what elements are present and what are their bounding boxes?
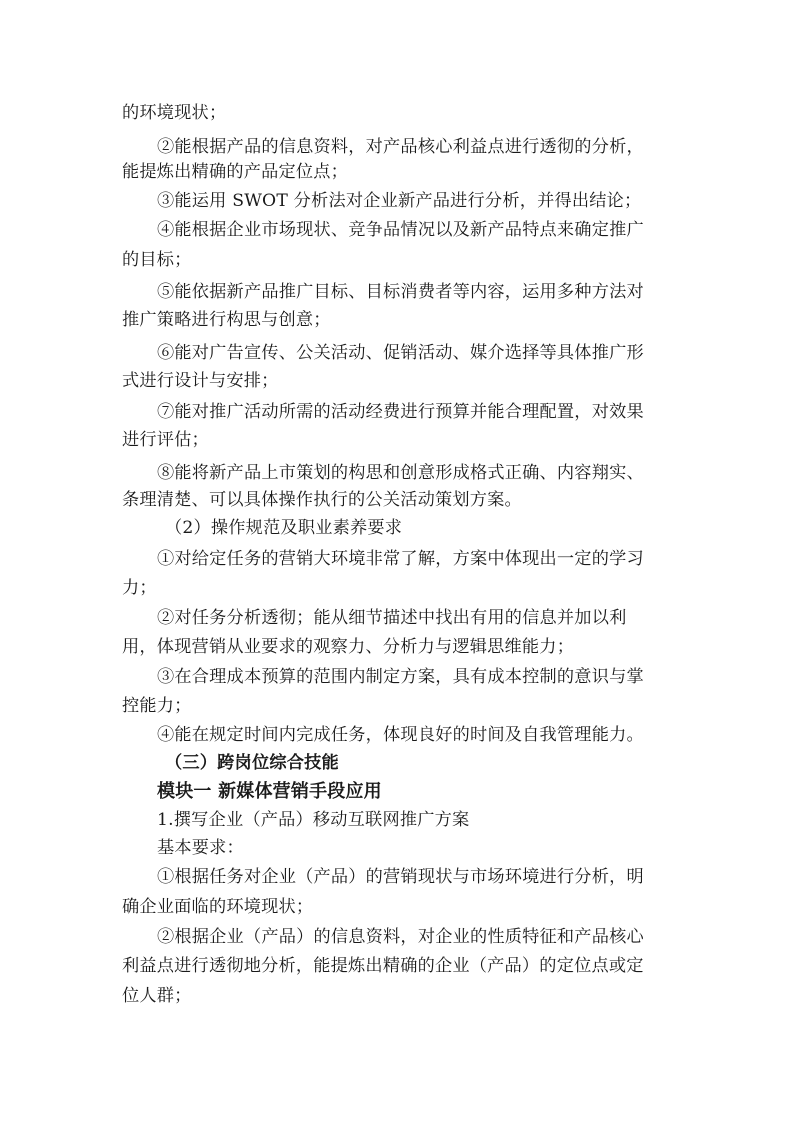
text-line: 力；	[122, 578, 157, 598]
section-heading: （2）操作规范及职业素养要求	[165, 518, 403, 538]
text-line: 的目标；	[122, 250, 192, 270]
text-line: ⑥能对广告宣传、公关活动、促销活动、媒介选择等具体推广形	[157, 343, 644, 363]
text-line: 推广策略进行构思与创意；	[122, 310, 331, 330]
text-line: 基本要求：	[157, 838, 244, 858]
text-line: 式进行设计与安排；	[122, 371, 279, 391]
text-line: 位人群；	[122, 986, 192, 1006]
text-line: ③在合理成本预算的范围内制定方案，具有成本控制的意识与掌	[157, 667, 644, 687]
text-line: ④能根据企业市场现状、竞争品情况以及新产品特点来确定推广	[157, 220, 644, 240]
text-line: 确企业面临的环境现状；	[122, 897, 314, 917]
text-line: 能提炼出精确的产品定位点；	[122, 162, 349, 182]
text-line: ③能运用 SWOT 分析法对企业新产品进行分析，并得出结论；	[157, 191, 642, 211]
text-line: 的环境现状；	[122, 103, 227, 123]
text-line: 进行评估；	[122, 430, 209, 450]
text-line: ④能在规定时间内完成任务，体现良好的时间及自我管理能力。	[157, 725, 644, 745]
text-line: ②根据企业（产品）的信息资料，对企业的性质特征和产品核心	[157, 927, 644, 947]
subheading: 1.撰写企业（产品）移动互联网推广方案	[157, 810, 470, 830]
text-line: 利益点进行透彻地分析，能提炼出精确的企业（产品）的定位点或定	[122, 956, 644, 976]
section-heading: （三）跨岗位综合技能	[165, 753, 339, 773]
text-line: ⑧能将新产品上市策划的构思和创意形成格式正确、内容翔实、	[157, 463, 644, 483]
module-heading: 模块一 新媒体营销手段应用	[157, 781, 382, 802]
text-line: ①根据任务对企业（产品）的营销现状与市场环境进行分析，明	[157, 867, 644, 887]
text-line: ①对给定任务的营销大环境非常了解，方案中体现出一定的学习	[157, 549, 644, 569]
text-line: ⑦能对推广活动所需的活动经费进行预算并能合理配置，对效果	[157, 402, 644, 422]
text-line: ⑤能依据新产品推广目标、目标消费者等内容，运用多种方法对	[157, 282, 644, 302]
text-line: 控能力；	[122, 696, 192, 716]
text-line: ②能根据产品的信息资料，对产品核心利益点进行透彻的分析，	[157, 137, 644, 157]
text-line: ②对任务分析透彻；能从细节描述中找出有用的信息并加以利	[157, 608, 627, 628]
text-line: 条理清楚、可以具体操作执行的公关活动策划方案。	[122, 490, 522, 510]
text-line: 用，体现营销从业要求的观察力、分析力与逻辑思维能力；	[122, 637, 575, 657]
